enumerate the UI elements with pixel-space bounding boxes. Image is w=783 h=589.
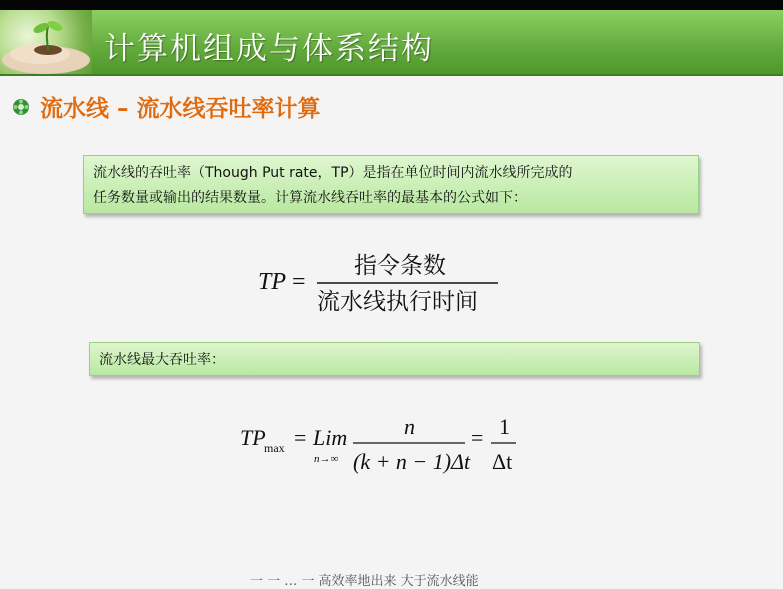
- formula2-lhs-subscript: max: [264, 441, 285, 455]
- max-throughput-box: [89, 342, 700, 376]
- formula1-numerator: 指令条数: [354, 253, 446, 279]
- formula2-lim-subscript: n→∞: [314, 453, 339, 465]
- formula2-lim: Lim: [313, 425, 348, 450]
- cut-off-caption: 一 一 … 一 高效率地出来 大于流水线能: [250, 574, 479, 589]
- formula2-equals-1: =: [294, 425, 307, 450]
- formula2-rhs-denominator: Δt: [492, 449, 513, 474]
- definition-line-1: 流水线的吞吐率（Though Put rate，TP）是指在单位时间内流水线所完成的: [93, 165, 573, 181]
- formula1-denominator: 流水线执行时间: [317, 289, 478, 315]
- max-throughput-label: 流水线最大吞吐率：: [99, 352, 225, 368]
- formula1-lhs: TP: [258, 269, 287, 295]
- section-title: 流水线 – 流水线吞吐率计算: [40, 96, 321, 122]
- slide-title: 计算机组成与体系结构: [104, 31, 434, 67]
- formula2-equals-2: =: [471, 425, 484, 450]
- formula1-equals: =: [292, 269, 306, 295]
- definition-line-2: 任务数量或输出的结果数量。计算流水线吞吐率的最基本的公式如下：: [93, 190, 527, 206]
- formula2-denominator: (k + n − 1)Δt: [353, 449, 471, 474]
- formula2-lhs: TP: [240, 425, 266, 450]
- formula2-rhs-numerator: 1: [499, 414, 510, 439]
- formula2-numerator: n: [404, 414, 415, 439]
